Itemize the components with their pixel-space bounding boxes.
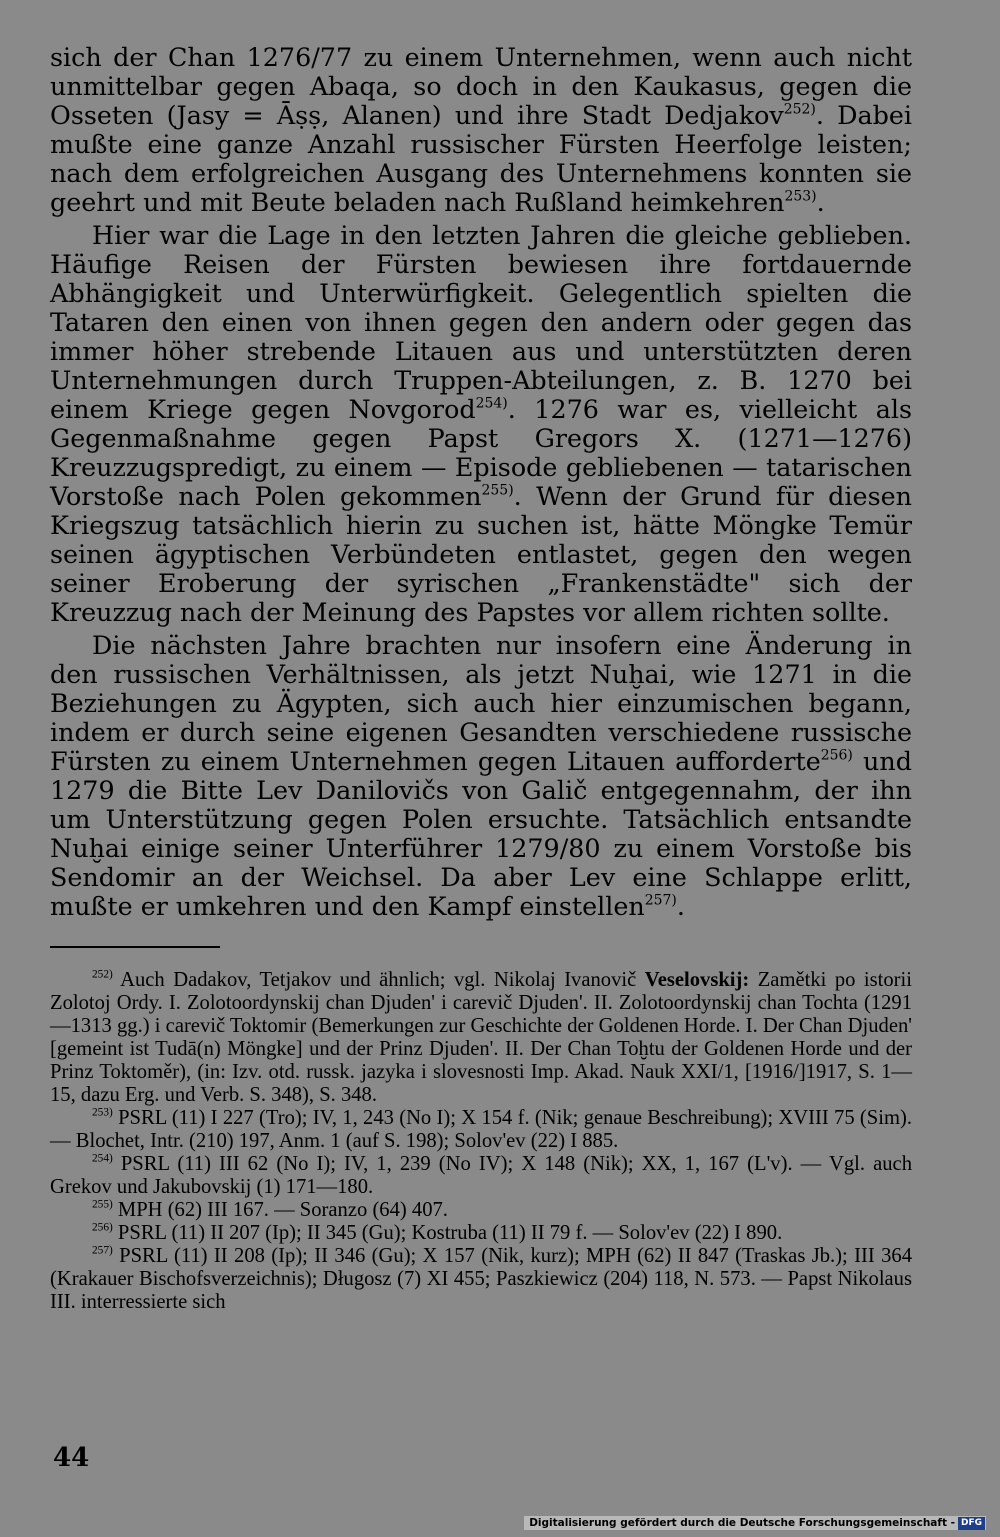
footnote-ref-253[interactable]: 253) <box>784 188 817 205</box>
footnote-ref-254[interactable]: 254) <box>475 395 508 412</box>
footnote-divider <box>50 946 220 948</box>
page-number: 44 <box>53 1443 90 1473</box>
footnote-255: $^{255)}$ MPH (62) III 167. — Soranzo (64) 407. <box>92 1198 448 1221</box>
main-text <box>50 43 912 921</box>
footnote-ref-256[interactable]: 256) <box>820 747 853 764</box>
paragraph-2: Hier war die Lage in den letzten Jahren die gleiche geblieben. Häufige Reisen der Fürsten bewiesen ihre fortdauernde Abhängigkeit und Unterwürfigkeit. Gelegentlich spielten die Tataren den einen von ihnen gegen den andern oder gegen das immer höher strebende Litauen aus und unterstützten deren Unternehmungen durch Truppen-Abteilungen, z. B. 1270 bei einem Kriege gegen Novgorod$^{254)}$. 1276 war es, vielleicht als Gegenmaßnahme gegen Papst Gregors X. (1271—1276) Kreuzzugspredigt, zu einem — Episode gebliebenen — tatarischen Vorstoße nach Polen gekommen$^{255)}$. Wenn der Grund für diesen Kriegszug tatsächlich hierin zu suchen ist, hätte Möngke Temür seinen ägyptischen Verbündeten entlastet, gegen den wegen seiner Eroberung der syrischen „Frankenstädte" sich der Kreuzzug nach der Meinung des Papstes vor allem richten sollte. <box>50 220 912 627</box>
footnote-ref-255[interactable]: 255) <box>481 482 514 499</box>
credit-text: Digitalisierung gefördert durch die Deutsche Forschungsgemeinschaft - <box>529 1517 955 1529</box>
footnote-253: $^{253)}$ PSRL (11) I 227 (Tro); IV, 1, 243 (No I); X 154 f. (Nik; genaue Beschreibung); XVIII 75 (Sim). — Blochet, Intr. (210) 197, Anm. 1 (auf S. 198); Solov'ev (22) I 885. <box>50 1106 912 1152</box>
funding-credit <box>524 1516 986 1530</box>
footnote-ref-257[interactable]: 257) <box>644 892 677 909</box>
paragraph-3: Die nächsten Jahre brachten nur insofern eine Änderung in den russischen Verhältnissen, als jetzt Nuḫai, wie 1271 in die Beziehungen zu Ägypten, sich auch hier einzumischen begann, indem er durch seine eigenen Gesandten verschiedene russische Fürsten zu einem Unternehmen gegen Litauen aufforderte$^{256)}$ und 1279 die Bitte Lev Danilovičs von Galič entgegennahm, der ihn um Unterstützung gegen Polen ersuchte. Tatsächlich entsandte Nuḫai einige seiner Unterführer 1279/80 zu einem Vorstoße bis Sendomir an der Weichsel. Da aber Lev eine Schlappe erlitt, mußte er umkehren und den Kampf einstellen$^{257)}$. <box>50 630 912 921</box>
footnote-254: $^{254)}$ PSRL (11) III 62 (No I); IV, 1, 239 (No IV); X 148 (Nik); XX, 1, 167 (L'v). — Vgl. auch Grekov und Jakubovskij (1) 171—180. <box>50 1152 912 1198</box>
paragraph-1: sich der Chan 1276/77 zu einem Unternehmen, wenn auch nicht unmittelbar gegen Abaqa, so doch in den Kaukasus, gegen die Osseten (Jasy = Āṣṣ, Alanen) und ihre Stadt Dedjakov$^{252)}$. Dabei mußte eine ganze Anzahl russischer Fürsten Heerfolge leisten; nach dem erfolgreichen Ausgang des Unternehmens konnten sie geehrt und mit Beute beladen nach Rußland heimkehren$^{253)}$. <box>50 42 912 217</box>
footnote-ref-252[interactable]: 252) <box>783 101 816 118</box>
dfg-logo-icon: DFG <box>958 1517 985 1530</box>
footnote-252: $^{252)}$ Auch Dadakov, Tetjakov und ähnlich; vgl. Nikolaj Ivanovič Veselovskij: Zamětki po istorii Zolotoj Ordy. I. Zolotoordynskij chan Djuden' i carevič Djuden'. II. Zolotoordynskij chan Tochta (1291—1313 gg.) i carevič Toktomir (Bemerkungen zur Geschichte der Goldenen Horde. I. Der Chan Djuden' [gemeint ist Tudā(n) Möngke] und der Prinz Djuden'. II. Der Chan Toḫtu der Goldenen Horde und der Prinz Toktoměr), (in: Izv. otd. russk. jazyka i slovesnosti Imp. Akad. Nauk XXI/1, [1916/]1917, S. 1—15, dazu Erg. und Verb. S. 348), S. 348. <box>50 968 912 1106</box>
footnotes <box>50 969 912 1314</box>
footnote-256: $^{256)}$ PSRL (11) II 207 (Ip); II 345 (Gu); Kostruba (11) II 79 f. — Solov'ev (22) I 890. <box>92 1221 783 1244</box>
footnote-257: $^{257)}$ PSRL (11) II 208 (Ip); II 346 (Gu); X 157 (Nik, kurz); MPH (62) II 847 (Traskas Jb.); III 364 (Krakauer Bischofsverzeichnis); Długosz (7) XI 455; Paszkiewicz (204) 118, N. 573. — Papst Nikolaus III. interressierte sich <box>50 1244 912 1313</box>
